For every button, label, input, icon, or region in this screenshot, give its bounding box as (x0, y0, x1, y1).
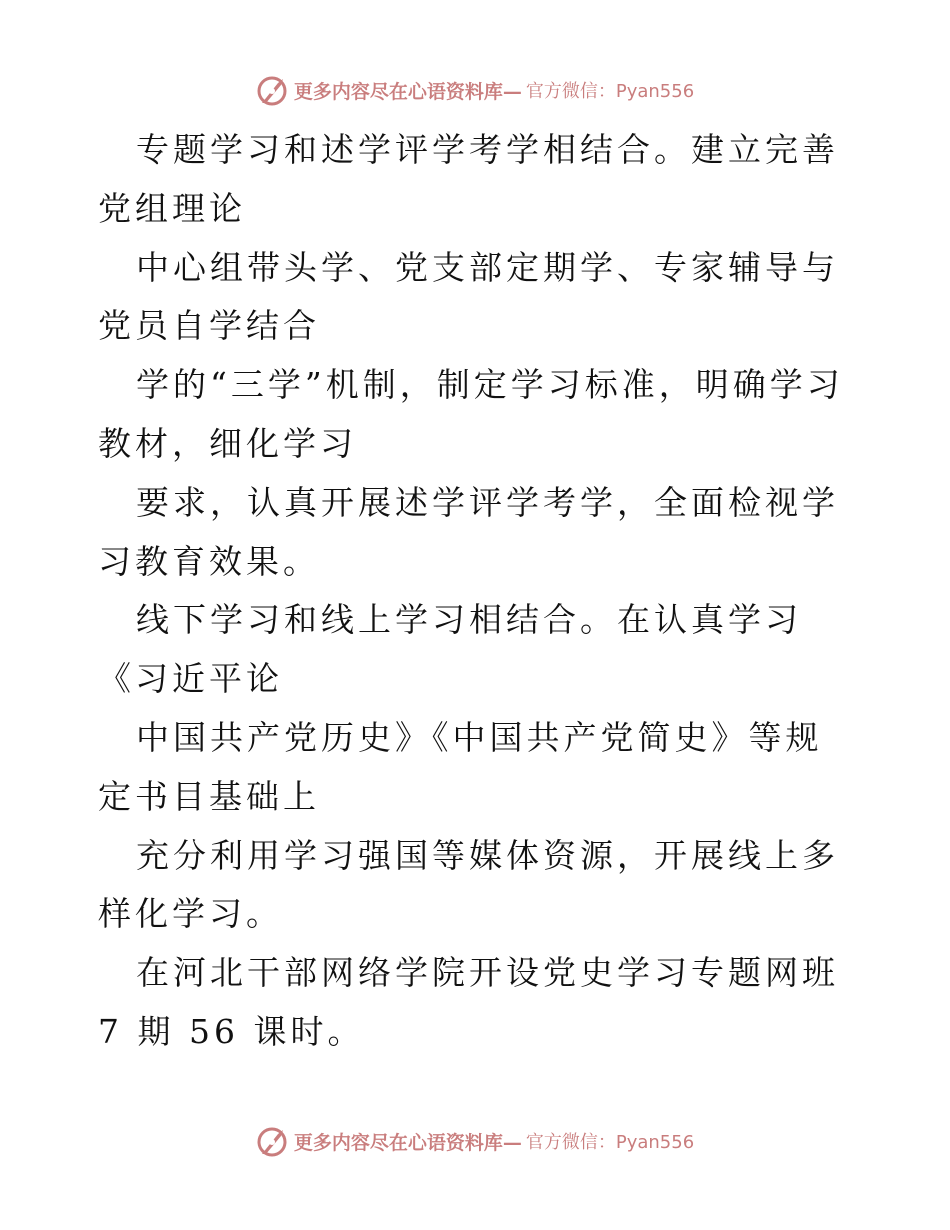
pen-logo-icon (256, 1124, 290, 1158)
banner-contact: 官方微信：Pyan556 (525, 1132, 695, 1153)
footer-banner (0, 1121, 950, 1161)
header-banner (0, 70, 950, 110)
paragraph: 要求，认真开展述学评学考学，全面检视学习教育效果。 (98, 482, 839, 581)
paragraph: 线下学习和线上学习相结合。在认真学习《习近平论 (98, 600, 802, 699)
body-text (98, 121, 858, 1062)
banner-text: 更多内容尽在心语资料库— (293, 80, 522, 103)
paragraph: 在河北干部网络学院开设党史学习专题网班 7 期 56 课时。 (98, 953, 839, 1051)
pen-logo-icon (256, 73, 290, 107)
paragraph: 学的“三学”机制，制定学习标准，明确学习教材，细化学习 (98, 365, 844, 463)
paragraph: 充分利用学习强国等媒体资源，开展线上多样化学习。 (98, 835, 839, 934)
banner-contact: 官方微信：Pyan556 (525, 81, 695, 102)
paragraph: 中心组带头学、党支部定期学、专家辅导与党员自学结合 (98, 247, 839, 346)
banner-text: 更多内容尽在心语资料库— (293, 1131, 522, 1154)
paragraph: 专题学习和述学评学考学相结合。建立完善党组理论 (98, 130, 839, 228)
paragraph: 中国共产党历史》《中国共产党简史》等规定书目基础上 (98, 717, 823, 816)
